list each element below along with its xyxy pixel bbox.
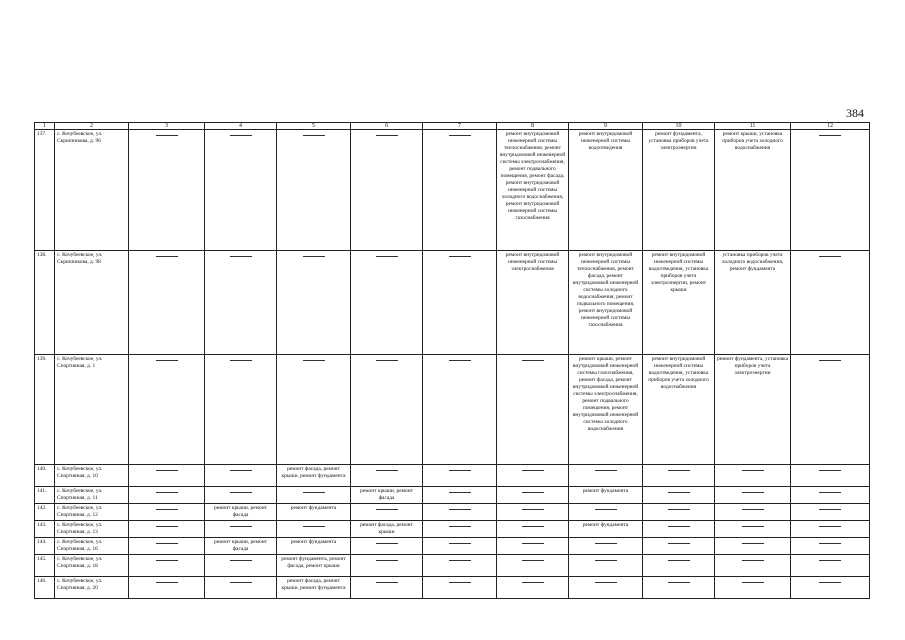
empty-period-cell — [423, 504, 497, 521]
empty-period-cell — [205, 577, 277, 599]
column-header: 11 — [715, 123, 791, 130]
repair-works-cell: ремонт фасада, ремонт крыши, ремонт фундамента — [277, 465, 351, 487]
empty-period-cell — [643, 577, 715, 599]
empty-period-cell — [715, 465, 791, 487]
dash-mark — [522, 560, 544, 561]
dash-mark — [156, 582, 178, 583]
dash-mark — [230, 560, 252, 561]
empty-period-cell — [129, 465, 205, 487]
repair-works-cell: ремонт фундамента, ремонт фасада, ремонт крыши — [277, 555, 351, 577]
empty-period-cell — [423, 465, 497, 487]
dash-mark — [376, 360, 398, 361]
repair-works-cell: ремонт фундамента, установка приборов учета электроэнергии — [715, 355, 791, 465]
repair-works-cell: установка приборов учета холодного водоснабжения, ремонт фундамента — [715, 251, 791, 355]
row-number: 145. — [35, 555, 55, 577]
dash-mark — [742, 509, 764, 510]
address-cell: с. Кочубеевское, ул. Спортивная, д. 1 — [55, 355, 129, 465]
empty-period-cell — [715, 555, 791, 577]
empty-period-cell — [205, 521, 277, 538]
empty-period-cell — [643, 487, 715, 504]
empty-period-cell — [791, 487, 870, 504]
dash-mark — [156, 135, 178, 136]
table-row — [35, 521, 870, 538]
empty-period-cell — [791, 577, 870, 599]
dash-mark — [449, 560, 471, 561]
empty-period-cell — [791, 555, 870, 577]
dash-mark — [156, 492, 178, 493]
header-row — [35, 123, 870, 130]
table-body — [35, 130, 870, 599]
empty-period-cell — [129, 538, 205, 555]
empty-period-cell — [205, 130, 277, 251]
empty-period-cell — [423, 555, 497, 577]
repair-works-cell: ремонт фасада, ремонт крыши — [351, 521, 423, 538]
address-cell: с. Кочубеевское, ул. Скрипникова, д. 96 — [55, 130, 129, 251]
column-header: 1 — [35, 123, 55, 130]
empty-period-cell — [497, 555, 569, 577]
page-number: 384 — [846, 106, 864, 120]
dash-mark — [449, 256, 471, 257]
empty-period-cell — [351, 130, 423, 251]
column-header: 9 — [569, 123, 643, 130]
row-number: 142. — [35, 504, 55, 521]
dash-mark — [595, 470, 617, 471]
empty-period-cell — [715, 504, 791, 521]
empty-period-cell — [351, 251, 423, 355]
dash-mark — [595, 582, 617, 583]
dash-mark — [668, 582, 690, 583]
empty-period-cell — [351, 577, 423, 599]
empty-period-cell — [643, 555, 715, 577]
dash-mark — [819, 135, 841, 136]
empty-period-cell — [715, 521, 791, 538]
empty-period-cell — [423, 251, 497, 355]
dash-mark — [819, 560, 841, 561]
dash-mark — [742, 470, 764, 471]
dash-mark — [376, 256, 398, 257]
dash-mark — [595, 560, 617, 561]
repair-works-cell: ремонт фундамента — [277, 538, 351, 555]
dash-mark — [668, 543, 690, 544]
column-header: 7 — [423, 123, 497, 130]
dash-mark — [819, 492, 841, 493]
dash-mark — [595, 509, 617, 510]
empty-period-cell — [569, 465, 643, 487]
repair-works-cell: ремонт фасада, ремонт крыши, ремонт фундамента — [277, 577, 351, 599]
repair-works-cell: ремонт внутридомовой инженерной системы теплоснабжения, ремонт фасада, ремонт внутридомовой инженерной системы холодного водоснабжения, ремонт подвального помещения, ремонт внутридомовой инженерной системы газоснабжения — [569, 251, 643, 355]
empty-period-cell — [791, 521, 870, 538]
table-row — [35, 355, 870, 465]
empty-period-cell — [497, 355, 569, 465]
dash-mark — [742, 492, 764, 493]
dash-mark — [376, 582, 398, 583]
address-cell: с. Кочубеевское, ул. Спортивная, д. 11 — [55, 487, 129, 504]
dash-mark — [376, 470, 398, 471]
empty-period-cell — [129, 577, 205, 599]
empty-period-cell — [569, 504, 643, 521]
empty-period-cell — [715, 577, 791, 599]
empty-period-cell — [715, 538, 791, 555]
dash-mark — [819, 526, 841, 527]
dash-mark — [819, 509, 841, 510]
empty-period-cell — [205, 487, 277, 504]
column-header: 6 — [351, 123, 423, 130]
empty-period-cell — [129, 130, 205, 251]
dash-mark — [522, 526, 544, 527]
table-row — [35, 504, 870, 521]
dash-mark — [376, 509, 398, 510]
empty-period-cell — [643, 538, 715, 555]
address-cell: с. Кочубеевское, ул. Скрипникова, д. 98 — [55, 251, 129, 355]
dash-mark — [595, 543, 617, 544]
empty-period-cell — [497, 465, 569, 487]
repair-works-cell: ремонт внутридомовой инженерной системы водоотведения, установка приборов учета электроэнергии, ремонт крыши — [643, 251, 715, 355]
empty-period-cell — [423, 538, 497, 555]
dash-mark — [449, 526, 471, 527]
dash-mark — [522, 470, 544, 471]
dash-mark — [819, 360, 841, 361]
empty-period-cell — [129, 521, 205, 538]
address-cell: с. Кочубеевское, ул. Спортивная, д. 20 — [55, 577, 129, 599]
dash-mark — [303, 360, 325, 361]
dash-mark — [376, 543, 398, 544]
address-cell: с. Кочубеевское, ул. Спортивная, д. 12 — [55, 504, 129, 521]
table-row — [35, 465, 870, 487]
dash-mark — [522, 360, 544, 361]
empty-period-cell — [129, 555, 205, 577]
dash-mark — [742, 560, 764, 561]
empty-period-cell — [351, 355, 423, 465]
empty-period-cell — [497, 504, 569, 521]
empty-period-cell — [351, 465, 423, 487]
empty-period-cell — [205, 555, 277, 577]
row-number: 140. — [35, 465, 55, 487]
empty-period-cell — [277, 355, 351, 465]
dash-mark — [230, 526, 252, 527]
dash-mark — [742, 526, 764, 527]
dash-mark — [156, 360, 178, 361]
empty-period-cell — [277, 521, 351, 538]
empty-period-cell — [497, 577, 569, 599]
empty-period-cell — [497, 487, 569, 504]
empty-period-cell — [569, 538, 643, 555]
empty-period-cell — [205, 465, 277, 487]
empty-period-cell — [643, 521, 715, 538]
dash-mark — [522, 543, 544, 544]
repair-works-cell: ремонт внутридомовой инженерной системы теплоснабжения, ремонт внутридомовой инженерной системы электроснабжения, ремонт подвального помещения, ремонт фасада, ремонт внутридомовой инженерной системы холодного водоснабжения, ремонт внутридомовой инженерной системы газоснабжения — [497, 130, 569, 251]
repair-works-cell: ремонт внутридомовой инженерной системы водоотведения — [569, 130, 643, 251]
empty-period-cell — [423, 130, 497, 251]
empty-period-cell — [643, 504, 715, 521]
table-row — [35, 130, 870, 251]
dash-mark — [449, 509, 471, 510]
dash-mark — [449, 543, 471, 544]
empty-period-cell — [423, 521, 497, 538]
empty-period-cell — [351, 538, 423, 555]
dash-mark — [449, 470, 471, 471]
repair-works-cell: ремонт фундамента — [569, 521, 643, 538]
repair-works-cell: ремонт фундамента, установка приборов учета электроэнергии — [643, 130, 715, 251]
empty-period-cell — [205, 355, 277, 465]
empty-period-cell — [497, 521, 569, 538]
dash-mark — [156, 509, 178, 510]
dash-mark — [668, 560, 690, 561]
dash-mark — [819, 470, 841, 471]
dash-mark — [376, 135, 398, 136]
dash-mark — [156, 543, 178, 544]
address-cell: с. Кочубеевское, ул. Спортивная, д. 13 — [55, 521, 129, 538]
empty-period-cell — [277, 251, 351, 355]
empty-period-cell — [791, 130, 870, 251]
repair-works-cell: ремонт крыши, ремонт фасада — [351, 487, 423, 504]
address-cell: с. Кочубеевское, ул. Спортивная, д. 10 — [55, 465, 129, 487]
row-number: 146. — [35, 577, 55, 599]
column-header: 2 — [55, 123, 129, 130]
dash-mark — [668, 509, 690, 510]
empty-period-cell — [497, 538, 569, 555]
dash-mark — [522, 492, 544, 493]
column-header: 10 — [643, 123, 715, 130]
row-number: 137. — [35, 130, 55, 251]
dash-mark — [230, 470, 252, 471]
table-row — [35, 251, 870, 355]
dash-mark — [303, 135, 325, 136]
dash-mark — [449, 135, 471, 136]
empty-period-cell — [791, 538, 870, 555]
empty-period-cell — [715, 487, 791, 504]
table-row — [35, 538, 870, 555]
empty-period-cell — [129, 504, 205, 521]
dash-mark — [156, 470, 178, 471]
dash-mark — [668, 492, 690, 493]
empty-period-cell — [643, 465, 715, 487]
column-header: 3 — [129, 123, 205, 130]
table-row — [35, 555, 870, 577]
empty-period-cell — [569, 577, 643, 599]
dash-mark — [449, 492, 471, 493]
empty-period-cell — [277, 130, 351, 251]
row-number: 138. — [35, 251, 55, 355]
dash-mark — [230, 582, 252, 583]
empty-period-cell — [791, 355, 870, 465]
dash-mark — [819, 543, 841, 544]
dash-mark — [449, 360, 471, 361]
dash-mark — [230, 256, 252, 257]
repair-works-cell: ремонт крыши, ремонт фасада — [205, 538, 277, 555]
table-row — [35, 577, 870, 599]
empty-period-cell — [791, 251, 870, 355]
repair-works-cell: ремонт фундамента — [277, 504, 351, 521]
empty-period-cell — [791, 504, 870, 521]
empty-period-cell — [423, 487, 497, 504]
empty-period-cell — [423, 355, 497, 465]
repair-works-cell: ремонт крыши, установка приборов учета холодного водоснабжения — [715, 130, 791, 251]
dash-mark — [156, 256, 178, 257]
dash-mark — [742, 543, 764, 544]
table-row — [35, 487, 870, 504]
dash-mark — [522, 509, 544, 510]
empty-period-cell — [277, 487, 351, 504]
repair-works-cell: ремонт внутридомовой инженерной системы электроснабжения — [497, 251, 569, 355]
column-header: 5 — [277, 123, 351, 130]
empty-period-cell — [569, 555, 643, 577]
repair-works-cell: ремонт фундамента — [569, 487, 643, 504]
dash-mark — [230, 360, 252, 361]
dash-mark — [668, 470, 690, 471]
empty-period-cell — [129, 251, 205, 355]
empty-period-cell — [205, 251, 277, 355]
empty-period-cell — [129, 355, 205, 465]
dash-mark — [819, 582, 841, 583]
repair-works-cell: ремонт крыши, ремонт внутридомовой инженерной системы газоснабжения, ремонт фасада, ремонт внутридомовой инженерной системы электроснабжения, ремонт подвального помещения, ремонт внутридомовой инженерной системы холодного водоснабжения — [569, 355, 643, 465]
row-number: 143. — [35, 521, 55, 538]
dash-mark — [668, 526, 690, 527]
empty-period-cell — [423, 577, 497, 599]
column-header: 8 — [497, 123, 569, 130]
dash-mark — [303, 256, 325, 257]
dash-mark — [303, 526, 325, 527]
dash-mark — [156, 526, 178, 527]
dash-mark — [230, 135, 252, 136]
row-number: 141. — [35, 487, 55, 504]
repair-schedule-table — [34, 122, 870, 599]
table-header — [35, 123, 870, 130]
dash-mark — [156, 560, 178, 561]
dash-mark — [522, 582, 544, 583]
dash-mark — [230, 492, 252, 493]
empty-period-cell — [129, 487, 205, 504]
empty-period-cell — [791, 465, 870, 487]
dash-mark — [376, 560, 398, 561]
address-cell: с. Кочубеевское, ул. Спортивная, д. 18 — [55, 555, 129, 577]
dash-mark — [742, 582, 764, 583]
empty-period-cell — [351, 555, 423, 577]
dash-mark — [449, 582, 471, 583]
row-number: 139. — [35, 355, 55, 465]
dash-mark — [303, 492, 325, 493]
repair-works-cell: ремонт крыши, ремонт фасада — [205, 504, 277, 521]
row-number: 144. — [35, 538, 55, 555]
address-cell: с. Кочубеевское, ул. Спортивная, д. 16 — [55, 538, 129, 555]
repair-works-cell: ремонт внутридомовой инженерной системы водоотведения, установка приборов учета холодного водоснабжения — [643, 355, 715, 465]
dash-mark — [819, 256, 841, 257]
column-header: 4 — [205, 123, 277, 130]
column-header: 12 — [791, 123, 870, 130]
empty-period-cell — [351, 504, 423, 521]
